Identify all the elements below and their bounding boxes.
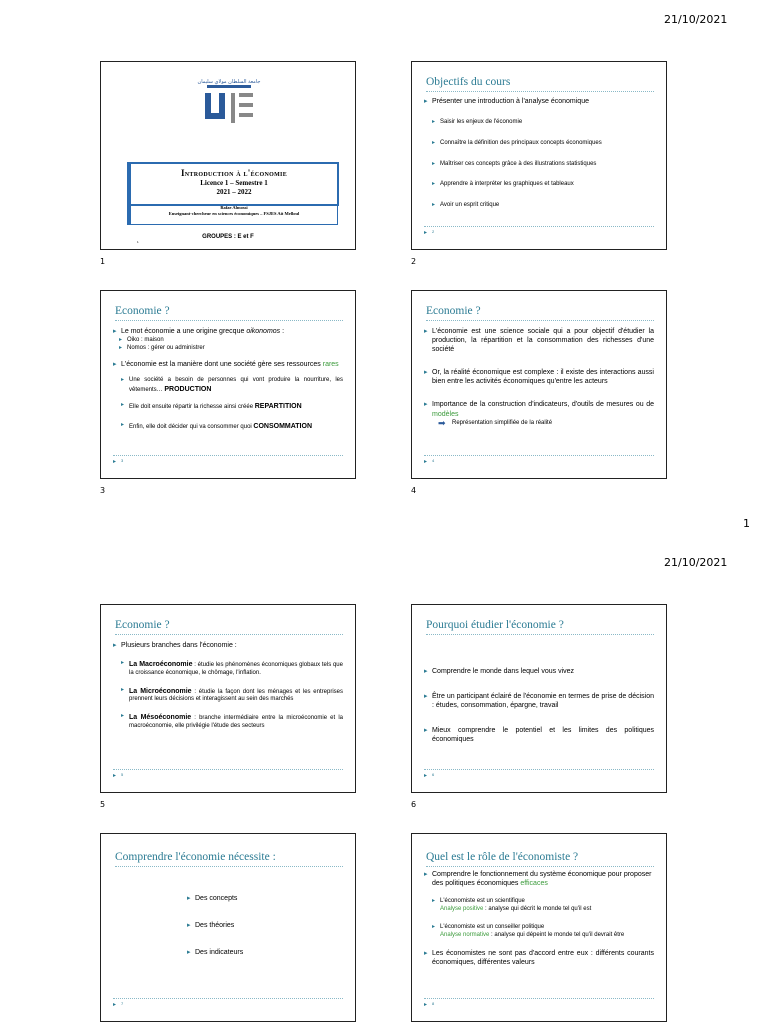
course-level: Licence 1 – Semestre 1	[200, 179, 268, 188]
slide-title: Objectifs du cours	[426, 76, 654, 92]
logo-text: جامعة السلطان مولاي سليمان	[197, 79, 261, 85]
bullet-role: ▸ Comprendre le fonctionnement du système économique pour proposer des politiques économiques efficaces	[424, 870, 654, 888]
page2-date: 21/10/2021	[664, 556, 728, 569]
bullet-definition: ▸ L'économie est la manière dont une société gère ses ressources rares	[113, 360, 343, 369]
requirement-item: ▸ Des concepts	[187, 894, 343, 903]
right-arrow-icon: ➡	[438, 417, 446, 428]
slide-5-branches	[100, 604, 356, 793]
bullet-origin: ▸ Le mot économie a une origine grecque oikonomos :	[113, 327, 343, 336]
requirement-item: ▸ Des indicateurs	[187, 948, 343, 957]
bullet-disagreement: ▸ Les économistes ne sont pas d'accord entre eux : différents courants économiques, différentes valeurs	[424, 949, 654, 967]
slide-footer: ▸ 6	[424, 769, 654, 780]
slide-2-objectives	[411, 61, 667, 250]
slide-footer-number: 2	[432, 229, 435, 234]
title-box	[127, 162, 339, 206]
author-affiliation: Enseignant-chercheur en sciences économiques – FSJES Ait Melloul	[168, 211, 300, 217]
slide-footer: ▸ 7	[113, 998, 343, 1009]
objective-item: ▸ Apprendre à interpréter les graphiques et tableaux	[424, 181, 654, 189]
slide-footer-number: 1	[137, 240, 139, 244]
objective-item: ▸ Maîtriser ces concepts grâce à des illustrations statistiques	[424, 161, 654, 169]
branch-macro: ▸ La Macroéconomie : étudie les phénomènes économiques globaux tels que la croissance économique, le chômage, l'inflation.	[113, 660, 343, 678]
economist-scientist: ▸ L'économiste est un scientifique Analyse positive : analyse qui décrit le monde tel qu'il est	[424, 898, 654, 914]
slide-8-economist-role	[411, 833, 667, 1022]
slide-footer-number: 5	[121, 772, 124, 777]
objective-item: ▸ Connaître la définition des principaux concepts économiques	[424, 140, 654, 148]
reason-item: ▸ Comprendre le monde dans lequel vous vivez	[424, 667, 654, 676]
bullet-main: ▸ Présenter une introduction à l'analyse économique	[424, 97, 654, 106]
slide-title: Economie ?	[426, 305, 654, 321]
author-box	[127, 204, 338, 225]
slide-7-understanding	[100, 833, 356, 1022]
bullet-complexity: ▸ Or, la réalité économique est complexe : il existe des interactions aussi bien entre les activités économiques qu'entre les acteurs	[424, 368, 654, 386]
branch-meso: ▸ La Mésoéconomie : branche intermédiaire entre la microéconomie et la macroéconomie, elle privilégie l'étude des secteurs	[113, 713, 343, 731]
slide-footer-number: 8	[432, 1001, 435, 1006]
requirement-item: ▸ Des théories	[187, 921, 343, 930]
slide-4-economie	[411, 290, 667, 479]
slide-number: 6	[411, 800, 417, 809]
author-name: Rafae Almossi	[220, 205, 248, 210]
slide-6-why-study	[411, 604, 667, 793]
slide-footer-number: 7	[121, 1001, 124, 1006]
slide-footer: ▸ 5	[113, 769, 343, 780]
groups-label: GROUPES : E et F	[202, 234, 254, 240]
slide-footer-number: 4	[432, 458, 435, 463]
slide-footer: ▸ 2	[424, 226, 654, 237]
arrow-line: ➡ Représentation simplifiée de la réalité	[438, 417, 553, 428]
slide-number: 3	[100, 486, 106, 495]
slide-title: Pourquoi étudier l'économie ?	[426, 619, 654, 635]
slide-number: 4	[411, 486, 417, 495]
bullet-indicators: ▸ Importance de la construction d'indicateurs, d'outils de mesures ou de modèles	[424, 400, 654, 418]
bullet-consommation: ▸ Enfin, elle doit décider qui va consommer quoi CONSOMMATION	[113, 422, 343, 432]
sub-bullet: ▸ Nomos : gérer ou administrer	[113, 345, 343, 353]
university-logo	[197, 76, 261, 128]
slide-number: 2	[411, 257, 417, 266]
slide-title: Quel est le rôle de l'économiste ?	[426, 851, 654, 867]
slide-title: Economie ?	[115, 619, 343, 635]
slide-title: Comprendre l'économie nécessite :	[115, 851, 343, 867]
bullet-science: ▸ L'économie est une science sociale qui a pour objectif d'étudier la production, la répartition et la consommation des richesses d'une société	[424, 327, 654, 354]
reason-item: ▸ Mieux comprendre le potentiel et les limites des politiques économiques	[424, 726, 654, 744]
slide-footer: ▸ 3	[113, 455, 343, 466]
bullet-repartition: ▸ Elle doit ensuite répartir la richesse ainsi créée REPARTITION	[113, 402, 343, 412]
course-title: Introduction à l'économie	[180, 168, 287, 178]
course-year: 2021 – 2022	[216, 188, 252, 196]
branch-micro: ▸ La Microéconomie : étudie la façon dont les ménages et les entreprises prennent leurs décisions et interagissent au sein des marchés	[113, 687, 343, 705]
reason-item: ▸ Être un participant éclairé de l'économie en termes de prise de décision : études, consommation, épargne, travail	[424, 692, 654, 710]
page1-date: 21/10/2021	[664, 13, 728, 26]
slide-footer-number: 6	[432, 772, 435, 777]
slide-3-economie	[100, 290, 356, 479]
slide-title: Economie ?	[115, 305, 343, 321]
objective-item: ▸ Saisir les enjeux de l'économie	[424, 119, 654, 127]
objective-item: ▸ Avoir un esprit critique	[424, 202, 654, 210]
slide-number: 5	[100, 800, 106, 809]
slide-1-title	[100, 61, 356, 250]
slide-footer: ▸ 4	[424, 455, 654, 466]
slide-number: 1	[100, 257, 106, 266]
sub-bullet: ▸ Oiko : maison	[113, 337, 343, 345]
page-number: 1	[743, 517, 750, 530]
slide-footer-number: 3	[121, 458, 124, 463]
slide-footer: ▸ 8	[424, 998, 654, 1009]
economist-advisor: ▸ L'économiste est un conseiller politique Analyse normative : analyse qui dépeint le monde tel qu'il devrait être	[424, 924, 654, 940]
bullet-production: ▸ Une société a besoin de personnes qui vont produire la nourriture, les vêtements… PRODUCTION	[113, 377, 343, 395]
bullet-branches: ▸ Plusieurs branches dans l'économie :	[113, 641, 343, 650]
